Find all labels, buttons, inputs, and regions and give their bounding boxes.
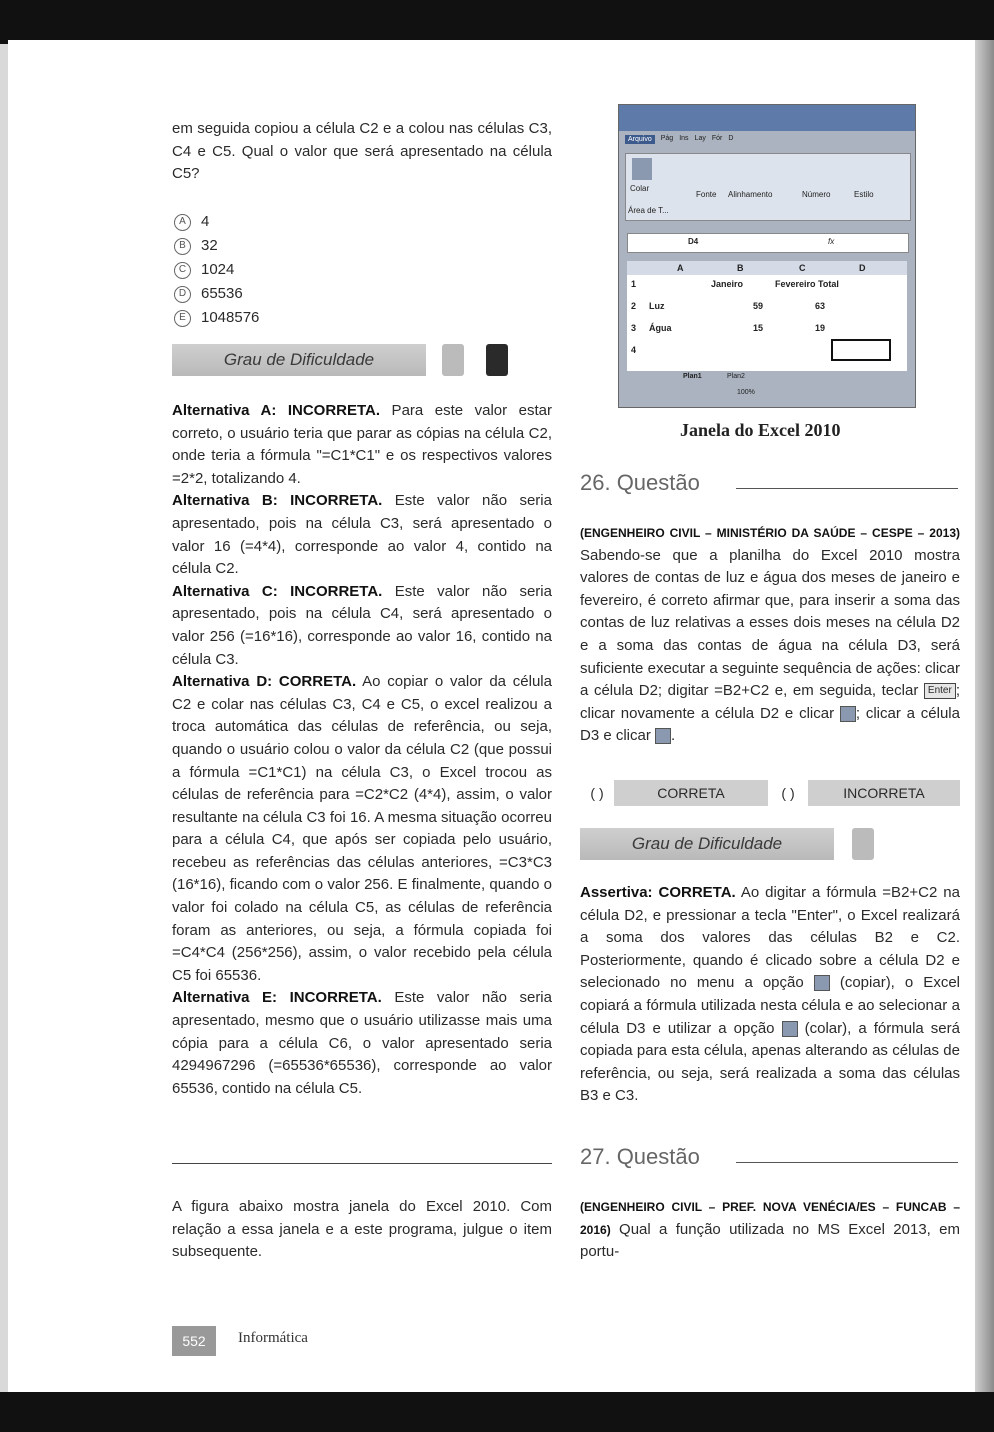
question-title-rule: [736, 488, 958, 489]
difficulty-level-block-active: [486, 344, 508, 376]
answer-text: (colar), a fórmula será copiada para esta célula, apenas alterando as células de referência, ou seja, será realizada a soma das células B3 e C3.: [580, 1019, 960, 1105]
section-divider: [172, 1163, 552, 1164]
explanation-head: Alternativa C: INCORRETA.: [172, 582, 383, 600]
ribbon-tab[interactable]: D: [728, 135, 734, 142]
copy-icon: [840, 706, 856, 722]
cell-a3[interactable]: Água: [649, 323, 672, 333]
explanation-c: [172, 581, 552, 671]
explanation-e: [172, 987, 552, 1100]
explanation-head: Alternativa E: INCORRETA.: [172, 989, 382, 1007]
difficulty-level-block: [442, 344, 464, 376]
ribbon-tab[interactable]: Lay: [694, 135, 706, 142]
scan-top-border: [0, 0, 994, 44]
cell-b2[interactable]: 59: [753, 301, 764, 311]
question-27-text: [580, 1196, 960, 1264]
option-letter: A: [174, 214, 191, 231]
answer-head: Assertiva: CORRETA.: [580, 884, 736, 901]
paste-icon: [782, 1021, 798, 1037]
cell-c1[interactable]: Fevereiro Total: [775, 279, 839, 289]
row-number[interactable]: 1: [631, 279, 637, 289]
row-number[interactable]: 4: [631, 345, 637, 355]
incorrect-checkbox[interactable]: ( ): [768, 780, 808, 806]
option-d[interactable]: [174, 282, 259, 306]
ribbon-tab[interactable]: Pág: [660, 135, 674, 142]
answer-text: (copiar), o Excel copiará a fórmula utilizada nesta célula e ao selecionar a célula D3 e utilizar a opção: [580, 974, 960, 1037]
sheet-tab-plan2[interactable]: Plan2: [727, 373, 745, 380]
explanation-head: Alternativa A: INCORRETA.: [172, 402, 381, 419]
correct-checkbox[interactable]: ( ): [580, 780, 614, 806]
answer-options: [174, 210, 259, 330]
question-text: ; clicar novamente a célula D2 e clicar: [580, 682, 960, 722]
option-e[interactable]: [174, 306, 259, 330]
sheet-tabs: [627, 373, 907, 385]
option-text: 65536: [201, 285, 243, 302]
selected-cell-d4[interactable]: [831, 339, 891, 361]
explanation-body: Este valor não seria apresentado, pois na célula C4, será apresentado o valor 256 (=16*16), corresponde ao valor 16, contido na célula C3.: [172, 582, 552, 668]
option-text: 4: [201, 213, 210, 230]
excel-title-bar: [619, 105, 915, 131]
explanation-b: [172, 490, 552, 580]
option-text: 1048576: [201, 309, 260, 326]
col-header-d[interactable]: D: [859, 263, 866, 273]
cell-c2[interactable]: 63: [815, 301, 826, 311]
explanation-body: Este valor não seria apresentado, mesmo que o usuário utilizasse mais uma cópia para a célula C6, o valor apresentado seria 4294967296 (=65536*65536), corresponde ao valor 65536, contido na célula C5.: [172, 989, 552, 1097]
fx-icon[interactable]: fx: [828, 237, 835, 246]
copy-icon: [814, 975, 830, 991]
explanation-body: Para este valor estar correto, o usuário teria que parar as cópias na célula C2, onde teria a fórmula "=C1*C1" e os respectivos valores =2*2, totalizando 4.: [172, 402, 552, 487]
excel-window-image: [618, 104, 916, 408]
explanation-a: [172, 400, 552, 490]
cell-b3[interactable]: 15: [753, 323, 764, 333]
ribbon-tab[interactable]: Fór: [711, 135, 723, 142]
option-letter: B: [174, 238, 191, 255]
question-text: Qual a função utilizada no MS Excel 2013, em portu-: [580, 1220, 960, 1261]
paste-icon[interactable]: [632, 158, 652, 180]
page-edge-shadow: [975, 40, 994, 1396]
ribbon-group-label[interactable]: Colar: [630, 184, 650, 193]
question-source: (ENGENHEIRO CIVIL – MINISTÉRIO DA SAÚDE – CESPE – 2013): [580, 526, 960, 540]
question-text: .: [671, 727, 676, 745]
ribbon-group-label[interactable]: Número: [802, 190, 831, 199]
formula-bar: [627, 233, 909, 253]
name-box[interactable]: D4: [688, 237, 699, 246]
page-number: 552: [172, 1326, 216, 1356]
col-header-b[interactable]: B: [737, 263, 744, 273]
cell-b1[interactable]: Janeiro: [711, 279, 744, 289]
option-a[interactable]: [174, 210, 259, 234]
explanation-d: [172, 671, 552, 987]
question-27-title: 27. Questão: [580, 1144, 700, 1169]
explanations: [172, 400, 552, 1100]
difficulty-level-block: [852, 828, 874, 860]
zoom-level[interactable]: 100%: [737, 389, 755, 396]
ribbon-tab[interactable]: Ins: [679, 135, 689, 142]
figure-caption: Janela do Excel 2010: [680, 420, 841, 440]
ribbon-tab[interactable]: Arquivo: [625, 135, 655, 144]
question-source: (ENGENHEIRO CIVIL – PREF. NOVA VENÉCIA/ES – FUNCAB – 2016): [580, 1200, 960, 1237]
question-intro: em seguida copiou a célula C2 e a colou nas células C3, C4 e C5. Qual o valor que será apresentado na célula C5?: [172, 120, 552, 183]
excel-ribbon: [625, 153, 911, 221]
col-header-a[interactable]: A: [677, 263, 684, 273]
clipboard-label: Área de T...: [628, 206, 669, 215]
explanation-head: Alternativa D: CORRETA.: [172, 673, 357, 691]
option-letter: D: [174, 286, 191, 303]
explanation-body: Ao copiar o valor da célula C2 e colar nas células C3, C4 e C5, o excel realizou a troca automática das células de referência, ou seja, quando o usuário colou o valor da célula C2 (que possui a fórmula =C1*C1) na célula C3, o Excel trocou as células de referência para =C2*C2 (4*4), assim, o valor resultante na célula C3 foi 16. A mesma situação ocorreu para a célula C4, que após ser copiada pelo usuário, recebeu as referências das células anteriores, =C3*C3 (16*16), ficando com o valor 256. E finalmente, quando o valor foi colado na célula C5, as células de referência foram as anteriores, ou seja, a fórmula copiada foi =C4*C4 (256*256), assim, o valor recebido pela célula C5 foi 65536.: [172, 673, 552, 984]
section-name: Informática: [238, 1330, 308, 1346]
true-false-choices: [580, 780, 960, 806]
option-c[interactable]: [174, 258, 259, 282]
cell-a2[interactable]: Luz: [649, 301, 665, 311]
difficulty-bar: Grau de Dificuldade: [580, 828, 834, 860]
explanation-head: Alternativa B: INCORRETA.: [172, 492, 383, 510]
row-number[interactable]: 2: [631, 301, 637, 311]
excel-ribbon-tabs: [625, 135, 733, 144]
col-header-c[interactable]: C: [799, 263, 806, 273]
paste-icon: [655, 728, 671, 744]
explanation-body: Este valor não seria apresentado, pois na célula C3, será apresentado o valor 16 (=4*4), corresponde ao valor 4, contido na célula C2.: [172, 492, 552, 578]
question-title-rule: [736, 1162, 958, 1163]
question-26-text: [580, 522, 960, 748]
option-letter: C: [174, 262, 191, 279]
answer-text: Ao digitar a fórmula =B2+C2 na célula D2, e pressionar a tecla "Enter", o Excel realizará a soma dos valores das células B2 e C2. Posteriormente, quando é clicado sobre a célula D2 e selecionado no menu a opção: [580, 884, 960, 992]
ribbon-group-label[interactable]: Fonte: [696, 190, 717, 199]
option-text: 32: [201, 237, 218, 254]
scan-bottom-border: [0, 1392, 994, 1432]
option-b[interactable]: [174, 234, 259, 258]
option-letter: E: [174, 310, 191, 327]
question-26-answer: [580, 882, 960, 1108]
difficulty-bar: Grau de Dificuldade: [172, 344, 426, 376]
status-bar: [627, 389, 907, 401]
cell-c3[interactable]: 19: [815, 323, 826, 333]
correct-label: CORRETA: [614, 780, 768, 806]
question-26-title: 26. Questão: [580, 470, 700, 495]
incorrect-label: INCORRETA: [808, 780, 960, 806]
enter-key-icon: Enter: [924, 683, 956, 699]
row-number[interactable]: 3: [631, 323, 637, 333]
worksheet-grid: [627, 261, 907, 371]
question-text: Sabendo-se que a planilha do Excel 2010 mostra valores de contas de luz e água dos meses de janeiro e fevereiro, é correto afirmar que, para inserir a soma das contas de luz relativas a esses dois meses na célula D2 e a soma das contas de água na célula D3, será suficiente executar a seguinte sequência de ações: clicar a célula D2; digitar =B2+C2 e, em seguida, teclar: [580, 546, 960, 700]
ribbon-group-label[interactable]: Estilo: [854, 190, 874, 199]
figure-intro: A figura abaixo mostra janela do Excel 2010. Com relação a essa janela e a este programa, julgue o item subsequente.: [172, 1198, 552, 1261]
option-text: 1024: [201, 261, 235, 278]
sheet-tab-plan1[interactable]: Plan1: [683, 373, 702, 380]
question-text: ; clicar a célula D3 e clicar: [580, 704, 960, 745]
ribbon-group-label[interactable]: Alinhamento: [728, 190, 773, 199]
